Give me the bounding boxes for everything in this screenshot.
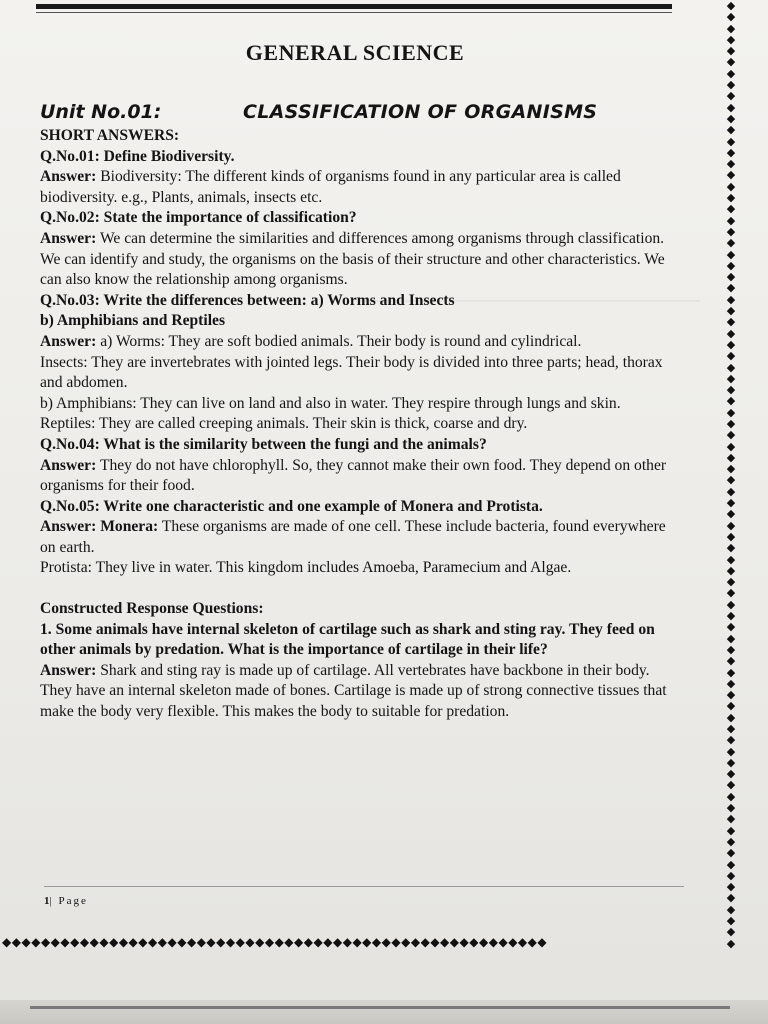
- answer-2: [40, 229, 672, 291]
- unit-number: Unit No.01:: [40, 101, 162, 123]
- answer-5-monera: [40, 517, 672, 558]
- ornament-diamond: ◆: [726, 134, 736, 148]
- ornament-diamond: ◆: [726, 518, 736, 532]
- answer-4: [40, 456, 672, 497]
- ornament-diamond: ◆: [726, 304, 736, 318]
- ornament-diamond: ◆: [726, 699, 736, 713]
- ornament-diamond: ◆: [40, 935, 51, 949]
- ornament-diamond: ◆: [726, 157, 736, 171]
- ornament-diamond: ◆: [726, 191, 736, 205]
- top-rule: [36, 4, 672, 9]
- scan-bottom-edge: [0, 1000, 768, 1024]
- unit-title: CLASSIFICATION OF ORGANISMS: [243, 101, 598, 123]
- ornament-diamond: ◆: [726, 66, 736, 80]
- ornament-diamond: ◆: [726, 428, 736, 442]
- ornament-diamond: ◆: [11, 935, 22, 949]
- ornament-diamond: ◆: [726, 925, 736, 939]
- ornament-diamond: ◆: [726, 891, 736, 905]
- ornament-diamond: ◆: [245, 935, 256, 949]
- ornament-diamond: ◆: [726, 823, 736, 837]
- ornament-diamond: ◆: [726, 552, 736, 566]
- ornament-diamond: ◆: [537, 935, 548, 949]
- ornament-diamond: ◆: [362, 935, 372, 949]
- ornament-diamond: ◆: [726, 439, 736, 453]
- crq-question-1: 1. Some animals have internal skeleton of cartilage such as shark and sting ray. They feed on other animals by predation. What is the importance of cartilage in their life?: [40, 620, 655, 659]
- ornament-diamond: ◆: [726, 179, 736, 193]
- ornament-diamond: ◆: [726, 914, 736, 928]
- ornament-diamond: ◆: [294, 935, 304, 949]
- ornament-diamond: ◆: [726, 529, 736, 543]
- ornament-diamond: ◆: [342, 935, 353, 949]
- ornament-diamond: ◆: [70, 935, 80, 949]
- ornament-diamond: ◆: [726, 55, 736, 69]
- ornament-diamond: ◆: [726, 801, 736, 815]
- ornament-diamond: ◆: [726, 597, 736, 611]
- ornament-diamond: ◆: [726, 496, 736, 510]
- ornament-diamond: ◆: [726, 44, 736, 58]
- ornament-diamond: ◆: [726, 371, 736, 385]
- ornament-diamond: ◆: [726, 281, 736, 295]
- ornament-diamond: ◆: [313, 935, 324, 949]
- ornament-diamond: ◆: [726, 541, 736, 555]
- ornament-diamond: ◆: [284, 935, 295, 949]
- ornament-diamond: ◆: [726, 123, 736, 137]
- ornament-diamond: ◆: [89, 935, 100, 949]
- top-rule-thin: [36, 12, 672, 13]
- crq-answer-1-text: Shark and sting ray is made up of cartilage. All vertebrates have backbone in their body. They have an internal skeleton made of bones. Cartilage is made up of strong connective tissues that make the body very flexible. This makes the body to suitable for predation.: [40, 661, 667, 721]
- ornament-diamond: ◆: [216, 935, 226, 949]
- ornament-diamond: ◆: [21, 935, 32, 949]
- ornament-diamond: ◆: [726, 202, 736, 216]
- question-3-part-b: b) Amphibians and Reptiles: [40, 312, 226, 330]
- ornament-diamond: ◆: [157, 935, 168, 949]
- document-title: GENERAL SCIENCE: [245, 40, 465, 65]
- ornament-diamond: ◆: [726, 145, 736, 159]
- ornament-diamond: ◆: [391, 935, 402, 949]
- ornament-diamond: ◆: [726, 575, 736, 589]
- ornament-diamond: ◆: [430, 935, 441, 949]
- question-5: Q.No.05: Write one characteristic and one example of Monera and Protista.: [40, 497, 543, 515]
- ornament-diamond: ◆: [2, 935, 12, 949]
- ornament-diamond: ◆: [726, 507, 736, 521]
- ornament-diamond: ◆: [726, 462, 736, 476]
- ornament-diamond: ◆: [726, 620, 736, 634]
- ornament-diamond: ◆: [726, 224, 736, 238]
- ornament-diamond: ◆: [186, 935, 197, 949]
- document-body: [40, 126, 672, 723]
- answer-3-amphibians: b) Amphibians: They can live on land and also in water. They respire through lungs and skin.: [40, 394, 621, 412]
- ornament-diamond: ◆: [726, 642, 736, 656]
- scan-edge-line: [30, 1006, 730, 1009]
- ornament-diamond: ◆: [726, 868, 736, 882]
- ornament-diamond: ◆: [274, 935, 285, 949]
- ornament-diamond: ◆: [440, 935, 450, 949]
- ornament-diamond: ◆: [469, 935, 479, 949]
- ornament-diamond: ◆: [726, 609, 736, 623]
- ornament-diamond: ◆: [177, 935, 187, 949]
- ornament-diamond: ◆: [498, 935, 509, 949]
- section-heading-crq: Constructed Response Questions:: [40, 600, 264, 618]
- bottom-ornament-border: [2, 935, 732, 953]
- ornament-diamond: ◆: [31, 935, 41, 949]
- ornament-diamond: ◆: [726, 902, 736, 916]
- ornament-diamond: ◆: [726, 563, 736, 577]
- ornament-diamond: ◆: [726, 484, 736, 498]
- answer-3-insects: Insects: They are invertebrates with jointed legs. Their body is divided into three parts; head, thorax and abdomen.: [40, 353, 663, 392]
- ornament-diamond: ◆: [726, 270, 736, 284]
- question-2: Q.No.02: State the importance of classification?: [40, 209, 357, 227]
- ornament-diamond: ◆: [410, 935, 421, 949]
- ornament-diamond: ◆: [726, 676, 736, 690]
- ornament-diamond: ◆: [381, 935, 392, 949]
- ornament-diamond: ◆: [726, 213, 736, 227]
- ornament-diamond: ◆: [726, 292, 736, 306]
- ornament-diamond: ◆: [352, 935, 363, 949]
- ornament-diamond: ◆: [726, 722, 736, 735]
- ornament-diamond: ◆: [726, 247, 736, 261]
- answer-5-monera-text: These organisms are made of one cell. These include bacteria, found everywhere on earth.: [40, 518, 666, 556]
- ornament-diamond: ◆: [726, 936, 736, 950]
- ornament-diamond: ◆: [138, 935, 149, 949]
- page-word: | Page: [49, 895, 88, 907]
- ornament-diamond: ◆: [726, 315, 736, 329]
- ornament-diamond: ◆: [128, 935, 139, 949]
- ornament-diamond: ◆: [726, 349, 736, 363]
- answer-label: Answer:: [40, 168, 97, 186]
- ornament-diamond: ◆: [726, 416, 736, 430]
- ornament-diamond: ◆: [726, 744, 736, 758]
- ornament-diamond: ◆: [726, 32, 736, 46]
- answer-label: Answer:: [40, 332, 97, 350]
- ornament-diamond: ◆: [255, 935, 265, 949]
- ornament-diamond: ◆: [726, 846, 736, 860]
- answer-label: Answer: Monera:: [40, 518, 159, 536]
- footer-rule: [44, 886, 684, 887]
- ornament-diamond: ◆: [726, 360, 736, 374]
- ornament-diamond: ◆: [459, 935, 470, 949]
- answer-label: Answer:: [40, 229, 97, 247]
- ornament-diamond: ◆: [488, 935, 499, 949]
- ornament-diamond: ◆: [726, 78, 736, 92]
- ornament-diamond: ◆: [726, 789, 736, 803]
- ornament-diamond: ◆: [148, 935, 158, 949]
- ornament-diamond: ◆: [726, 450, 736, 464]
- answer-3-worms-text: a) Worms: They are soft bodied animals. Their body is round and cylindrical.: [100, 332, 582, 350]
- page-number: [44, 895, 88, 907]
- ornament-diamond: ◆: [264, 935, 275, 949]
- ornament-diamond: ◆: [726, 688, 736, 702]
- ornament-diamond: ◆: [726, 880, 736, 894]
- ornament-diamond: ◆: [371, 935, 382, 949]
- ornament-diamond: ◆: [517, 935, 528, 949]
- ornament-diamond: ◆: [196, 935, 207, 949]
- ornament-diamond: ◆: [726, 631, 736, 645]
- crq-answer-1: [40, 661, 672, 723]
- ornament-diamond: ◆: [726, 10, 736, 24]
- ornament-diamond: ◆: [167, 935, 178, 949]
- question-3: Q.No.03: Write the differences between: a) Worms and Insects: [40, 291, 455, 309]
- ornament-diamond: ◆: [50, 935, 61, 949]
- answer-3-reptiles: Reptiles: They are called creeping animals. Their skin is thick, coarse and dry.: [40, 415, 528, 433]
- ornament-diamond: ◆: [726, 834, 736, 848]
- ornament-diamond: ◆: [225, 935, 236, 949]
- answer-1: [40, 167, 672, 208]
- ornament-diamond: ◆: [478, 935, 489, 949]
- ornament-diamond: ◆: [508, 935, 518, 949]
- answer-1-text: Biodiversity: The different kinds of organisms found in any particular area is called biodiversity. e.g., Plants, animals, insects etc.: [40, 168, 621, 206]
- ornament-diamond: ◆: [726, 812, 736, 826]
- ornament-diamond: ◆: [726, 405, 736, 419]
- ornament-diamond: ◆: [726, 733, 736, 747]
- ornament-diamond: ◆: [323, 935, 333, 949]
- answer-5-protista: Protista: They live in water. This kingdom includes Amoeba, Paramecium and Algae.: [40, 559, 572, 577]
- ornament-diamond: ◆: [726, 21, 736, 35]
- ornament-diamond: ◆: [726, 100, 736, 114]
- ornament-diamond: ◆: [726, 0, 736, 12]
- ornament-diamond: ◆: [235, 935, 246, 949]
- ornament-diamond: ◆: [118, 935, 129, 949]
- ornament-diamond: ◆: [726, 778, 736, 792]
- ornament-diamond: ◆: [726, 755, 736, 769]
- ornament-diamond: ◆: [109, 935, 119, 949]
- ornament-diamond: ◆: [726, 394, 736, 408]
- answer-3-worms: [40, 332, 672, 353]
- section-gap: [40, 579, 672, 599]
- ornament-diamond: ◆: [726, 258, 736, 272]
- ornament-diamond: ◆: [449, 935, 460, 949]
- ornament-diamond: ◆: [726, 473, 736, 487]
- ornament-diamond: ◆: [206, 935, 217, 949]
- answer-label: Answer:: [40, 456, 97, 474]
- section-heading-short-answers: SHORT ANSWERS:: [40, 127, 180, 144]
- ornament-diamond: ◆: [726, 654, 736, 668]
- ornament-diamond: ◆: [303, 935, 314, 949]
- ornament-diamond: ◆: [99, 935, 110, 949]
- answer-label: Answer:: [40, 661, 97, 679]
- right-ornament-border: [722, 0, 740, 960]
- ornament-diamond: ◆: [60, 935, 71, 949]
- ornament-diamond: ◆: [332, 935, 343, 949]
- page-number-value: 1: [44, 895, 50, 907]
- question-1: Q.No.01: Define Biodiversity.: [40, 147, 235, 165]
- ornament-diamond: ◆: [726, 857, 736, 871]
- ornament-diamond: ◆: [726, 586, 736, 600]
- answer-4-text: They do not have chlorophyll. So, they cannot make their own food. They depend on other organisms for their food.: [40, 456, 667, 495]
- ornament-diamond: ◆: [401, 935, 411, 949]
- ornament-diamond: ◆: [726, 326, 736, 340]
- ornament-diamond: ◆: [420, 935, 431, 949]
- answer-2-text: We can determine the similarities and differences among organisms through classification. We can identify and study, the organisms on the basis of their structure and other characteristics. We can also know the relationship among organisms.: [40, 229, 665, 289]
- ornament-diamond: ◆: [726, 665, 736, 679]
- ornament-diamond: ◆: [726, 89, 736, 103]
- ornament-diamond: ◆: [79, 935, 90, 949]
- ornament-diamond: ◆: [527, 935, 538, 949]
- ornament-diamond: ◆: [726, 111, 736, 125]
- ornament-diamond: ◆: [726, 337, 736, 351]
- ornament-diamond: ◆: [726, 710, 736, 724]
- ornament-diamond: ◆: [726, 767, 736, 781]
- ornament-diamond: ◆: [726, 236, 736, 250]
- question-4: Q.No.04: What is the similarity between the fungi and the animals?: [40, 435, 487, 453]
- ornament-diamond: ◆: [726, 383, 736, 397]
- ornament-diamond: ◆: [726, 168, 736, 182]
